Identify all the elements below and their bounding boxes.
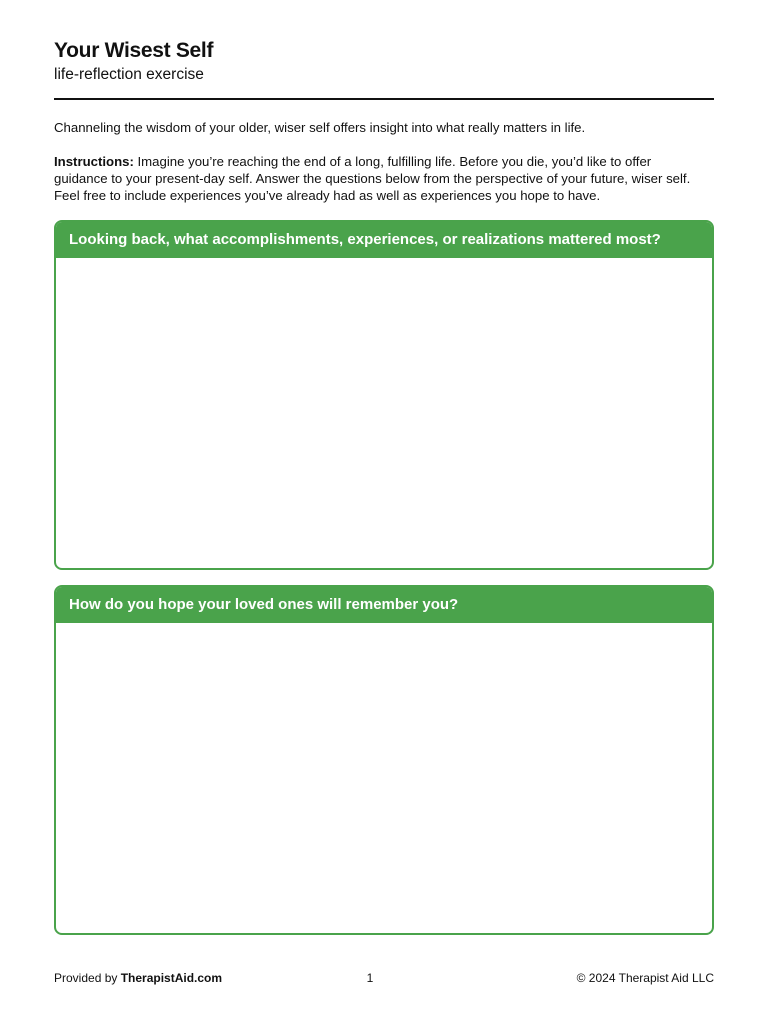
- instructions-paragraph: [54, 153, 704, 204]
- header-divider: [54, 98, 714, 100]
- footer-brand-link[interactable]: TherapistAid.com: [120, 971, 223, 985]
- worksheet-page: [54, 0, 714, 1024]
- page-subtitle: life-reflection exercise: [54, 66, 204, 83]
- question-2-heading: How do you hope your loved ones will remember you?: [56, 587, 712, 623]
- question-box-1: [54, 220, 714, 570]
- instructions-label: Instructions:: [54, 154, 134, 169]
- question-box-2: [54, 585, 714, 935]
- footer-copyright: © 2024 Therapist Aid LLC: [576, 971, 714, 985]
- page-footer: [54, 970, 714, 986]
- footer-provided-by-label: Provided by: [54, 971, 121, 985]
- instructions-text: Imagine you’re reaching the end of a long, fulfilling life. Before you die, you’d like to offer guidance to your present-day self. Answer the questions below from the perspective of your future, wiser self. Feel free to include experiences you’ve already had as well as experiences you hope to have.: [54, 154, 691, 203]
- page-title: Your Wisest Self: [54, 39, 214, 62]
- answer-area-2[interactable]: [56, 623, 712, 933]
- intro-text: Channeling the wisdom of your older, wiser self offers insight into what really matters in life.: [54, 120, 586, 135]
- answer-area-1[interactable]: [56, 258, 712, 568]
- question-1-heading: Looking back, what accomplishments, experiences, or realizations mattered most?: [56, 222, 712, 258]
- footer-page-number: 1: [366, 971, 374, 985]
